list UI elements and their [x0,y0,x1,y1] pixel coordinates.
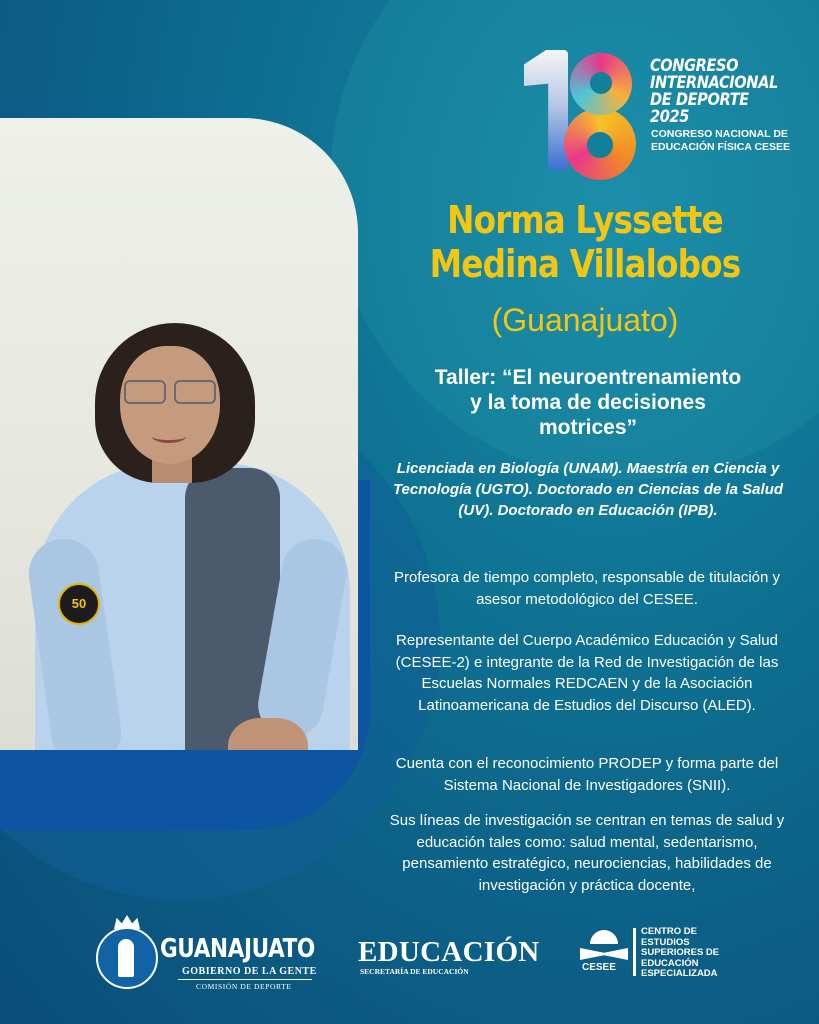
education-logo-title: EDUCACIÓN [358,936,540,968]
talk-title [378,365,798,440]
guanajuato-logo-title: GUANAJUATO [160,934,315,964]
cesee-book [580,948,628,960]
speaker-photo [0,118,358,750]
bio-paragraph-1: Profesora de tiempo completo, responsable de titulación y asesor metodológico del CESEE. [393,569,781,608]
cesee-sun [590,930,618,944]
photo-face [120,346,220,464]
guanajuato-commission: COMISIÓN DE DEPORTE [196,982,292,991]
talk-title-line2: y la toma de decisiones [470,391,706,414]
guanajuato-logo-divider [178,979,312,980]
cesee-short-label: CESEE [582,962,616,973]
speaker-degrees: Licenciada en Biología (UNAM). Maestría en Ciencia y Tecnología (UGTO). Doctorado en Ciencias de la Salud (UV). Doctorado en Educación (IPB). [392,460,784,519]
talk-title-line1: Taller: “El neuroentrenamiento [434,366,742,389]
photo-glasses [124,380,216,402]
sleeve-badge: 50 [58,583,100,625]
speaker-name-line2: Medina Villalobos [429,242,741,286]
bio-paragraph-2: Representante del Cuerpo Académico Educación y Salud (CESEE-2) e integrante de la Red de Investigación de las Escuelas Normales REDCAEN y de la Asociación Latinoamericana de Estudios del Discurso (ALED). [395,632,779,714]
logo-hole-top [590,72,612,94]
logo-digit-one [524,50,568,170]
congress-subtitle: CONGRESO NACIONAL DE EDUCACIÓN FÍSICA CESEE [651,128,791,153]
photo-smile [152,430,186,443]
congress-title: CONGRESO INTERNACIONAL DE DEPORTE 2025 [650,56,778,127]
talk-title-line3: motrices” [538,416,638,439]
cesee-book-icon [578,930,630,976]
speaker-name [409,198,762,286]
congress-logo-number [524,50,639,185]
seal-figure [118,939,134,977]
speaker-name-line1: Norma Lyssette [447,198,723,242]
guanajuato-seal-icon [96,915,158,985]
logo-hole-bottom [587,132,613,158]
cesee-name: CENTRO DE ESTUDIOS SUPERIORES DE EDUCACIÓN ESPECIALIZADA [641,926,720,979]
bio-paragraph-4: Sus líneas de investigación se centran en temas de salud y educación tales como: salud mental, sedentarismo, pensamiento estratégico, neurociencias, habilidades de investigación y práctica docente, [389,812,785,894]
cesee-divider [633,928,636,976]
bio-paragraph-3: Cuenta con el reconocimiento PRODEP y forma parte del Sistema Nacional de Investigadores (SNII). [395,755,779,794]
education-logo-subtitle: SECRETARÍA DE EDUCACIÓN [360,967,469,976]
speaker-state: (Guanajuato) [491,302,679,338]
guanajuato-logo-subtitle: GOBIERNO DE LA GENTE [182,966,317,977]
